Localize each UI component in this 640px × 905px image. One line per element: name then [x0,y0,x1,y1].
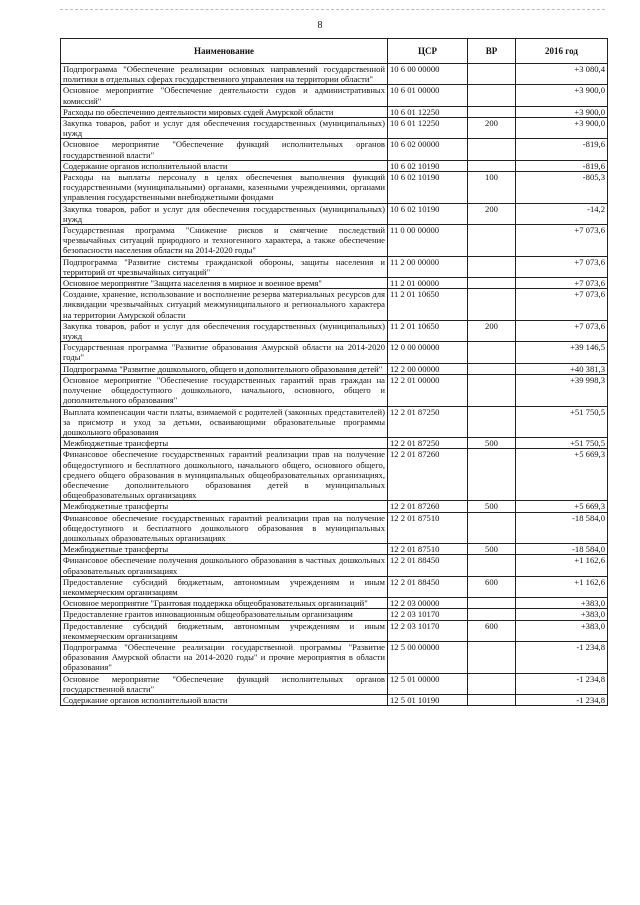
table-row [61,438,608,449]
row-name: Закупка товаров, работ и услуг для обеспечения государственных (муниципальных) нужд [61,203,388,224]
row-amount: +7 073,6 [516,289,608,321]
row-vr: 500 [468,438,516,449]
table-row [61,85,608,106]
table-row [61,160,608,171]
row-amount: +40 381,3 [516,363,608,374]
row-vr [468,106,516,117]
row-amount: +39 146,5 [516,342,608,363]
row-vr: 200 [468,320,516,341]
row-csr: 11 0 00 00000 [388,225,468,257]
row-amount: +7 073,6 [516,256,608,277]
row-name: Основное мероприятие "Обеспечение функций исполнительных органов государственной власти" [61,673,388,694]
row-amount: +3 900,0 [516,106,608,117]
table-row [61,225,608,257]
row-vr [468,641,516,673]
table-row [61,598,608,609]
table-row [61,363,608,374]
table-row [61,694,608,705]
row-name: Финансовое обеспечение государственных гарантий реализации прав на получение общедоступного и бесплатного дошкольного образования в муниципальных дошкольных образовательных организациях [61,512,388,544]
row-vr: 100 [468,172,516,204]
row-vr [468,609,516,620]
row-name: Расходы на выплаты персоналу в целях обеспечения выполнения функций государственными (муниципальными) органами, казенными учреждениями, органами управления государственными внебюджетными фондами [61,172,388,204]
row-csr: 12 5 01 00000 [388,673,468,694]
row-vr [468,363,516,374]
page-number: 8 [317,20,323,31]
row-name: Подпрограмма "Развитие системы гражданской обороны, защиты населения и территорий от чрезвычайных ситуаций" [61,256,388,277]
row-name: Содержание органов исполнительной власти [61,694,388,705]
table-row [61,106,608,117]
row-amount: +1 162,6 [516,555,608,576]
row-csr: 10 6 02 10190 [388,160,468,171]
table-header-row [61,39,608,64]
row-vr [468,374,516,406]
row-csr: 12 2 01 87250 [388,438,468,449]
table-row [61,576,608,597]
row-vr [468,64,516,85]
row-csr: 12 2 01 87510 [388,512,468,544]
table-row [61,641,608,673]
row-name: Межбюджетные трансферты [61,501,388,512]
row-name: Подпрограмма "Обеспечение реализации основных направлений государственной политики в отдельных сферах государственного управления на территории области" [61,64,388,85]
row-vr [468,555,516,576]
table-row [61,118,608,139]
row-amount: -1 234,8 [516,673,608,694]
row-name: Основное мероприятие "Обеспечение государственных гарантий прав граждан на получение общедоступного дошкольного, начального, основного, общего и дополнительного образования" [61,374,388,406]
row-csr: 10 6 02 10190 [388,172,468,204]
row-csr: 11 2 00 00000 [388,256,468,277]
row-vr [468,139,516,160]
row-csr: 10 6 00 00000 [388,64,468,85]
row-amount: +1 162,6 [516,576,608,597]
row-vr [468,449,516,501]
row-amount: -819,6 [516,139,608,160]
row-vr [468,406,516,438]
table-row [61,289,608,321]
row-csr: 12 5 01 10190 [388,694,468,705]
row-csr: 10 6 02 00000 [388,139,468,160]
row-name: Государственная программа "Снижение рисков и смягчение последствий чрезвычайных ситуаций природного и техногенного характера, а также обеспечение безопасности населения области на 2014-2020 годы" [61,225,388,257]
header-csr: ЦСР [388,39,468,64]
row-name: Подпрограмма "Развитие дошкольного, общего и дополнительного образования детей" [61,363,388,374]
row-vr [468,673,516,694]
row-name: Основное мероприятие "Защита населения в мирное и военное время" [61,278,388,289]
table-row [61,172,608,204]
row-vr [468,85,516,106]
row-vr: 600 [468,620,516,641]
row-name: Государственная программа "Развитие образования Амурской области на 2014-2020 годы" [61,342,388,363]
row-vr [468,512,516,544]
row-csr: 11 2 01 10650 [388,289,468,321]
row-name: Основное мероприятие "Обеспечение функций исполнительных органов государственной власти" [61,139,388,160]
row-vr [468,598,516,609]
table-row [61,544,608,555]
row-name: Межбюджетные трансферты [61,544,388,555]
row-csr: 10 6 01 12250 [388,118,468,139]
row-vr: 500 [468,544,516,555]
row-amount: +51 750,5 [516,438,608,449]
row-name: Закупка товаров, работ и услуг для обеспечения государственных (муниципальных) нужд [61,320,388,341]
row-vr: 500 [468,501,516,512]
row-vr: 600 [468,576,516,597]
row-vr [468,278,516,289]
table-row [61,278,608,289]
scan-top-edge [60,9,605,10]
table-row [61,64,608,85]
row-amount: +383,0 [516,620,608,641]
row-csr: 12 5 00 00000 [388,641,468,673]
row-name: Финансовое обеспечение получения дошкольного образования в частных дошкольных образовательных организациях [61,555,388,576]
row-name: Расходы по обеспечению деятельности мировых судей Амурской области [61,106,388,117]
budget-table [60,38,608,706]
table-row [61,555,608,576]
row-csr: 12 2 01 88450 [388,576,468,597]
row-amount: -18 584,0 [516,544,608,555]
row-name: Предоставление грантов инновационным общеобразовательным организациям [61,609,388,620]
table-row [61,501,608,512]
row-amount: -819,6 [516,160,608,171]
header-name: Наименование [61,39,388,64]
row-vr [468,342,516,363]
header-vr: ВР [468,39,516,64]
row-vr: 200 [468,203,516,224]
row-csr: 12 2 01 87260 [388,501,468,512]
row-amount: +7 073,6 [516,278,608,289]
row-csr: 12 2 00 00000 [388,363,468,374]
row-name: Закупка товаров, работ и услуг для обеспечения государственных (муниципальных) нужд [61,118,388,139]
row-name: Финансовое обеспечение государственных гарантий реализации прав на получение общедоступного и бесплатного дошкольного, начального общего, основного общего, среднего общего образования в муниципальных общеобразовательных организациях, обеспечение дополнительного образования детей в муниципальных общеобразовательных организациях [61,449,388,501]
table-row [61,449,608,501]
row-csr: 12 2 03 00000 [388,598,468,609]
row-csr: 12 2 01 87250 [388,406,468,438]
row-csr: 12 2 01 88450 [388,555,468,576]
row-csr: 12 2 01 87260 [388,449,468,501]
row-csr: 10 6 01 12250 [388,106,468,117]
table-row [61,406,608,438]
row-vr [468,694,516,705]
header-year: 2016 год [516,39,608,64]
row-vr [468,256,516,277]
row-csr: 12 2 01 87510 [388,544,468,555]
row-name: Предоставление субсидий бюджетным, автономным учреждениям и иным некоммерческим организациям [61,576,388,597]
table-row [61,256,608,277]
row-name: Создание, хранение, использование и восполнение резерва материальных ресурсов для ликвидации чрезвычайных ситуаций межмуниципального и регионального характера на территории Амурской области [61,289,388,321]
row-amount: -14,2 [516,203,608,224]
table-row [61,320,608,341]
row-amount: +383,0 [516,609,608,620]
row-amount: +5 669,3 [516,501,608,512]
row-amount: +51 750,5 [516,406,608,438]
row-amount: -1 234,8 [516,641,608,673]
row-csr: 10 6 02 10190 [388,203,468,224]
row-name: Основное мероприятие "Грантовая поддержка общеобразовательных организаций" [61,598,388,609]
row-csr: 12 2 03 10170 [388,609,468,620]
table-row [61,620,608,641]
row-name: Выплата компенсации части платы, взимаемой с родителей (законных представителей) за присмотр и уход за детьми, осваивающими образовательные программы дошкольного образования [61,406,388,438]
row-vr: 200 [468,118,516,139]
row-csr: 12 2 01 00000 [388,374,468,406]
table-row [61,374,608,406]
row-amount: +7 073,6 [516,225,608,257]
row-name: Предоставление субсидий бюджетным, автономным учреждениям и иным некоммерческим организациям [61,620,388,641]
row-amount: +7 073,6 [516,320,608,341]
table-row [61,673,608,694]
table-row [61,512,608,544]
row-name: Подпрограмма "Обеспечение реализации государственной программы "Развитие образования Амурской области на 2014-2020 годы" и прочие мероприятия в области образования" [61,641,388,673]
row-amount: +5 669,3 [516,449,608,501]
table-row [61,609,608,620]
row-vr [468,225,516,257]
row-csr: 12 0 00 00000 [388,342,468,363]
row-amount: -805,3 [516,172,608,204]
row-amount: +3 080,4 [516,64,608,85]
row-csr: 12 2 03 10170 [388,620,468,641]
row-csr: 10 6 01 00000 [388,85,468,106]
row-amount: +3 900,0 [516,85,608,106]
row-name: Основное мероприятие "Обеспечение деятельности судов и административных комиссий" [61,85,388,106]
table-row [61,342,608,363]
row-amount: -18 584,0 [516,512,608,544]
row-amount: +383,0 [516,598,608,609]
row-vr [468,289,516,321]
row-amount: -1 234,8 [516,694,608,705]
table-row [61,203,608,224]
row-vr [468,160,516,171]
row-csr: 11 2 01 00000 [388,278,468,289]
row-csr: 11 2 01 10650 [388,320,468,341]
table-row [61,139,608,160]
row-amount: +3 900,0 [516,118,608,139]
row-name: Межбюджетные трансферты [61,438,388,449]
row-amount: +39 998,3 [516,374,608,406]
row-name: Содержание органов исполнительной власти [61,160,388,171]
